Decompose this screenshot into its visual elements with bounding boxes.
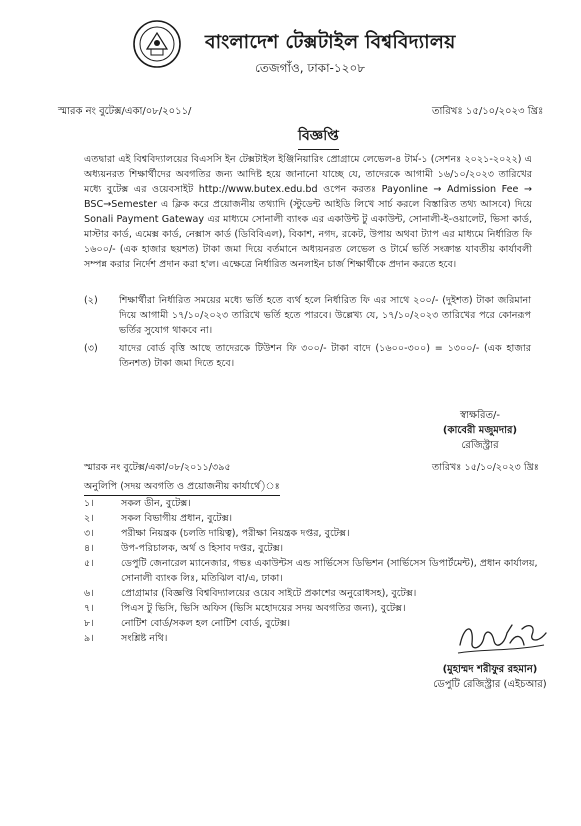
list-item-text: ডেপুটি জেনারেল ম্যানেজার, গভঃ একাউন্টস এন্ড সার্ভিসেস ডিভিশন (সার্ভিসেস ডিপার্টমেন্ট), প্রধান কার্যালয়, সোনালী ব্যাংক লিঃ, মতিঝিল বা/এ, ঢাকা। <box>121 558 538 584</box>
list-item <box>84 511 544 526</box>
list-item-number: ৫। <box>84 558 94 569</box>
university-address: তেজগাঁও, ঢাকা-১২০৮ <box>255 61 366 75</box>
item-text: যাদের বোর্ড বৃত্তি আছে তাদেরকে টিউশন ফি ৩০০/- টাকা বাদে (১৬০০-৩০০) = ১৩০০/- (এক হাজার তিনশত) টাকা জমা দিতে হবে। <box>119 343 531 369</box>
signatory-block-2 <box>430 662 550 692</box>
university-name: বাংলাদেশ টেক্সটাইল বিশ্ববিদ্যালয় <box>205 31 456 53</box>
handwritten-signature <box>452 615 552 660</box>
signatory-name: (মুহাম্মদ শরীফুর রহমান) <box>442 664 538 675</box>
list-item-number: ৬। <box>84 588 94 599</box>
memo-ref-2: স্মারক নং বুটেক্স/একা/০৮/২০১১/৩৯৫ <box>84 462 231 473</box>
notice-body-paragraph: এতদ্বারা এই বিশ্ববিদ্যালয়ের বিএসসি ইন টেক্সটাইল ইঞ্জিনিয়ারিং প্রোগ্রামে লেভেল-৪ টার্ম-১ (সেশনঃ ২০২১-২০২২) এ অধ্যয়নরত শিক্ষার্থীদের অবগতির জন্য আদিষ্ট হয়ে জানানো যাচ্ছে যে, তাদেরকে আগামী ১৬/১০/২০২৩ তারিখের মধ্যে বুটেক্স এর ওয়েবসাইট http://www.butex.edu.bd ওপেন করতঃ Payonline → Admission Fee → BSC→Semester এ ক্লিক করে প্রয়োজনীয় তথ্যাদি (স্টুডেন্ট আইডি লিখে সার্চ করলে বিস্তারিত তথ্য আসবে) দিয়ে Sonali Payment Gateway এর মাধ্যমে সোনালী ব্যাংক এর একাউন্ট টু একাউন্ট, সোনালী-ই-ওয়ালেট, ভিসা কার্ড, মাস্টার কার্ড, এমেক্স কার্ড, নেক্সাস কার্ড (ডিবিবিএল), বিকাশ, নগদ, রকেট, উপায় অথবা ট্যাপ এর মাধ্যমে নির্ধারিত ফি ১৬০০/- (এক হাজার ছয়শত) টাকা জমা দিয়ে বর্তমানে অধ্যয়নরত লেভেল ও টার্মে ভর্তি সংক্রান্ত যাবতীয় কার্যাবলী সম্পন্ন করার নির্দেশ প্রদান করা হ'ল। এক্ষেত্রে নির্ধারিত অনলাইন চার্জ শিক্ষার্থীকে প্রদান করতে হবে। <box>84 154 532 270</box>
list-item <box>84 541 544 556</box>
list-item-text: সকল বিভাগীয় প্রধান, বুটেক্স। <box>121 513 233 524</box>
notice-item-2 <box>84 293 532 338</box>
list-item-text: প্রোগ্রামার (বিজ্ঞপ্তি বিশ্ববিদ্যালয়ের ওয়েব সাইটে প্রকাশের অনুরোধসহ), বুটেক্স। <box>121 588 417 599</box>
list-item-number: ৪। <box>84 543 94 554</box>
list-item-number: ৩। <box>84 528 94 539</box>
signatory-block-1 <box>430 408 530 453</box>
list-item-number: ১। <box>84 498 94 509</box>
item-text: শিক্ষার্থীরা নির্ধারিত সময়ের মধ্যে ভর্তি হতে ব্যর্থ হলে নির্ধারিত ফি এর সাথে ২০০/- (দুইশত) টাকা জরিমানা দিয়ে আগামী ১৭/১০/২০২৩ তারিখে ভর্তি হতে পারবে। উল্লেখ্য যে, ১৭/১০/২০২৩ তারিখের পরে কোনরূপ ভর্তির সুযোগ থাকবে না। <box>119 295 531 336</box>
list-item <box>84 496 544 511</box>
list-item-text: পরীক্ষা নিয়ন্ত্রক (চলতি দায়িত্ব), পরীক্ষা নিয়ন্ত্রক দপ্তর, বুটেক্স। <box>121 528 350 539</box>
memo-date-1: তারিখঃ ১৫/১০/২০২৩ খ্রিঃ <box>432 106 544 117</box>
signatory-name: (কাবেরী মজুমদার) <box>442 425 518 436</box>
list-item-number: ২। <box>84 513 94 524</box>
list-item-number: ৯। <box>84 633 94 644</box>
list-item-text: সকল ডীন, বুটেক্স। <box>121 498 191 509</box>
list-item <box>84 601 544 616</box>
list-item-text: পিএস টু ভিসি, ভিসি অফিস (ভিসি মহোদয়ের সদয় অবগতির জন্য), বুটেক্স। <box>121 603 406 614</box>
signed-label: স্বাক্ষরিত/- <box>460 410 500 421</box>
list-item-number: ৮। <box>84 618 94 629</box>
university-seal-icon <box>132 19 182 69</box>
copy-heading: অনুলিপি (সদয় অবগতি ও প্রয়োজনীয় কার্যার্থে)ঃ <box>84 480 280 496</box>
list-item-text: সংশ্লিষ্ট নথি। <box>121 633 168 644</box>
memo-date-2: তারিখঃ ১৫/১০/২০২৩ খ্রিঃ <box>432 462 539 473</box>
notice-item-3 <box>84 341 532 373</box>
memo-ref-1: স্মারক নং বুটেক্স/একা/০৮/২০১১/ <box>58 106 192 117</box>
list-item-text: উপ-পরিচালক, অর্থ ও হিসাব দপ্তর, বুটেক্স। <box>121 543 284 554</box>
item-number: (৩) <box>84 343 98 354</box>
list-item-text: নোটিশ বোর্ড/সকল হল নোটিশ বোর্ড, বুটেক্স। <box>121 618 291 629</box>
item-number: (২) <box>84 295 98 306</box>
list-item <box>84 586 544 601</box>
notice-title: বিজ্ঞপ্তি <box>298 124 339 150</box>
list-item <box>84 556 544 586</box>
list-item-number: ৭। <box>84 603 94 614</box>
signatory-designation: রেজিস্ট্রার <box>461 440 499 451</box>
list-item <box>84 526 544 541</box>
signatory-designation: ডেপুটি রেজিস্ট্রার (এইচআর) <box>433 679 547 690</box>
